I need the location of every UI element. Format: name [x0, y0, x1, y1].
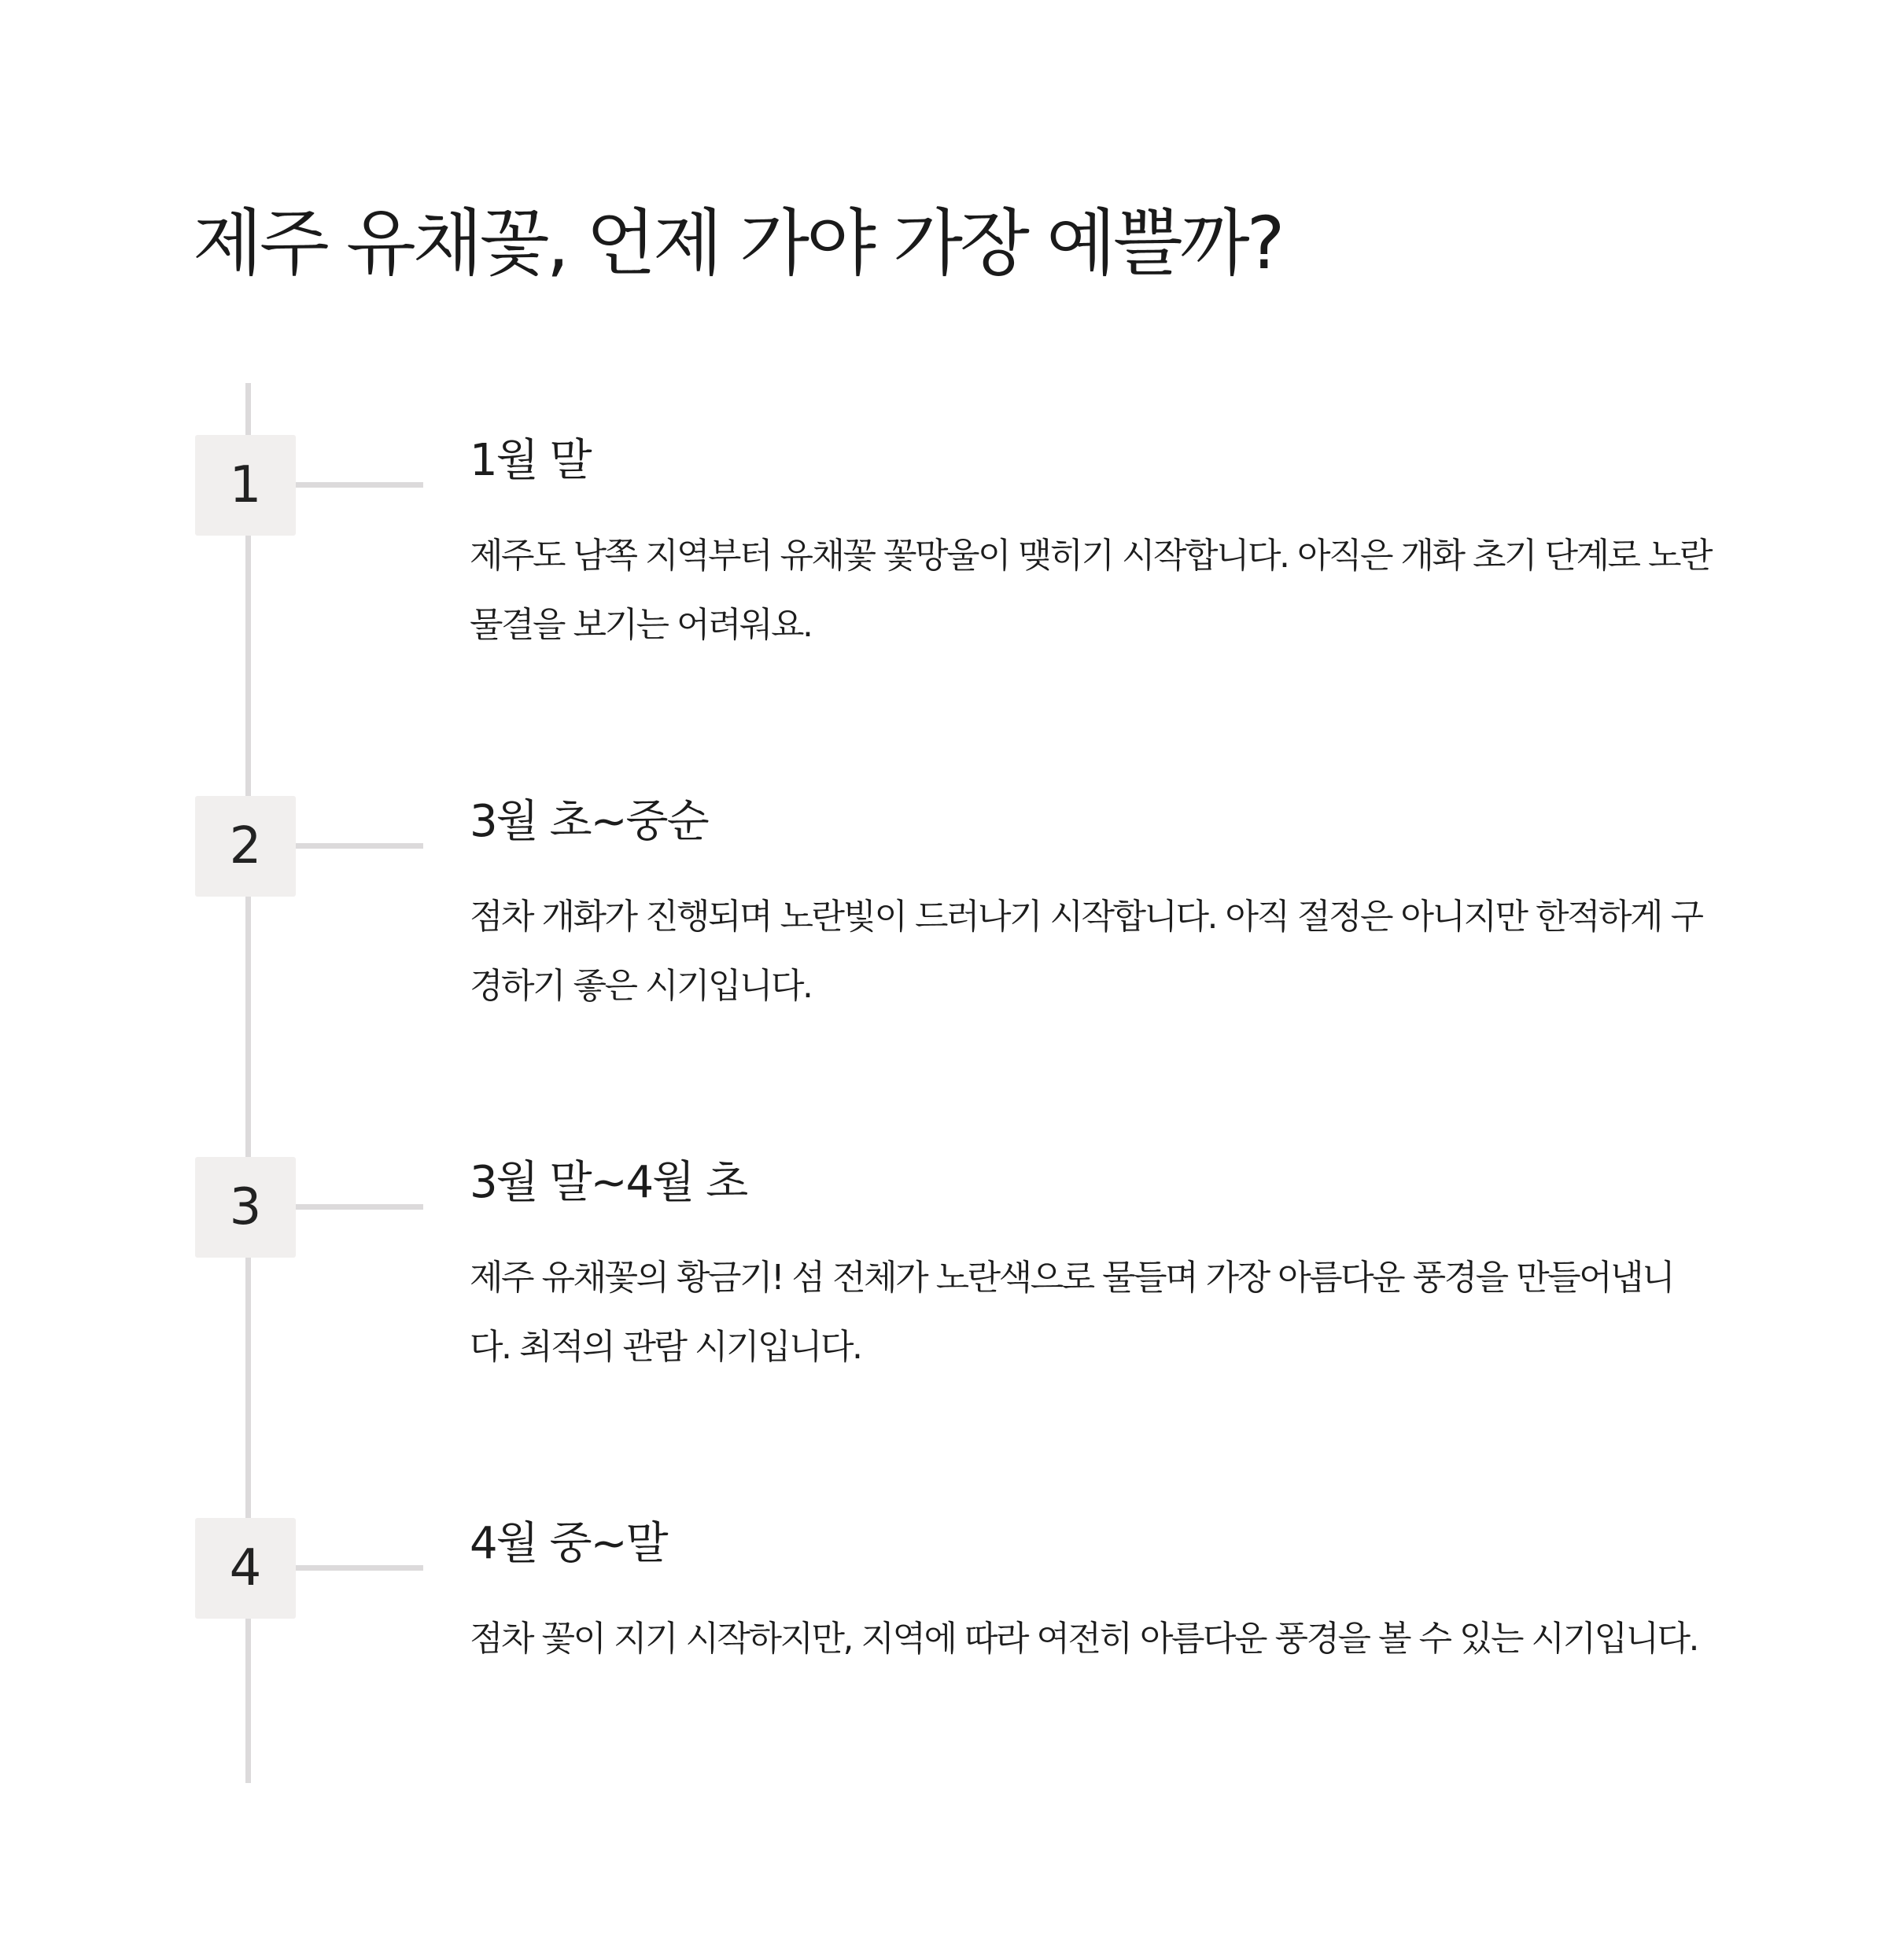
step-heading: 1월 말 [470, 435, 591, 486]
step-number-badge: 2 [195, 796, 296, 897]
timeline-step-1 [0, 435, 1888, 671]
step-connector [296, 482, 423, 488]
step-heading: 3월 말~4월 초 [470, 1157, 747, 1208]
step-heading: 4월 중~말 [470, 1518, 667, 1569]
step-connector [296, 843, 423, 849]
step-number-badge: 1 [195, 435, 296, 536]
timeline-step-2 [0, 796, 1888, 1032]
timeline-step-3 [0, 1157, 1888, 1393]
step-number-badge: 3 [195, 1157, 296, 1258]
step-heading: 3월 초~중순 [470, 796, 708, 847]
step-connector [296, 1204, 423, 1210]
step-number-badge: 4 [195, 1518, 296, 1619]
step-connector [296, 1565, 423, 1571]
step-description: 제주 유채꽃의 황금기! 섬 전체가 노란색으로 물들며 가장 아름다운 풍경을 만들어냅니다. 최적의 관람 시기입니다. [470, 1258, 1674, 1367]
timeline-step-4 [0, 1518, 1888, 1754]
step-description: 점차 꽃이 지기 시작하지만, 지역에 따라 여전히 아름다운 풍경을 볼 수 있는 시기입니다. [470, 1619, 1698, 1659]
page-title: 제주 유채꽃, 언제 가야 가장 예쁠까? [193, 201, 1282, 286]
step-description: 제주도 남쪽 지역부터 유채꽃 꽃망울이 맺히기 시작합니다. 아직은 개화 초기 단계로 노란 물결을 보기는 어려워요. [470, 536, 1711, 645]
step-description: 점차 개화가 진행되며 노란빛이 드러나기 시작합니다. 아직 절정은 아니지만 한적하게 구경하기 좋은 시기입니다. [470, 897, 1702, 1006]
